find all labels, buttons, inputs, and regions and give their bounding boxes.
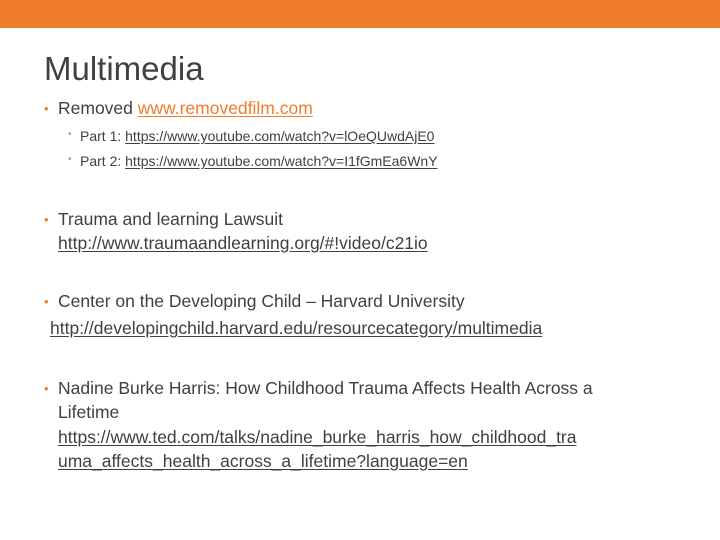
sub-bullet-marker: • [68,129,72,140]
traumaandlearning-link[interactable]: http://www.traumaandlearning.org/#!video/c21io [58,233,428,253]
removedfilm-link[interactable]: www.removedfilm.com [137,98,313,118]
slide-title: Multimedia [44,50,204,87]
bullet-text: Lifetime [58,402,120,422]
developingchild-link[interactable]: http://developingchild.harvard.edu/resourcecategory/multimedia [50,318,543,338]
bullet-marker: • [44,294,49,309]
bullet-nadine-line1 [58,378,593,399]
sub-bullet-text: Part 1: [80,128,126,144]
youtube-part1-link[interactable]: https://www.youtube.com/watch?v=lOeQUwdAjE0 [125,128,435,144]
bullet-marker: • [44,381,49,396]
bullet-text: Removed [58,98,138,118]
sub-bullet-part2 [80,152,438,170]
youtube-part2-link[interactable]: https://www.youtube.com/watch?v=I1fGmEa6WnY [125,153,438,169]
sub-bullet-text: Part 2: [80,153,126,169]
ted-talk-link-part1[interactable]: https://www.ted.com/talks/nadine_burke_harris_how_childhood_tra [58,427,577,447]
bullet-nadine-link-line2 [58,451,468,472]
bullet-text: Center on the Developing Child – Harvard University [58,291,465,311]
bullet-harvard [58,291,465,312]
bullet-marker: • [44,212,49,227]
bullet-nadine-link-line1 [58,427,577,448]
ted-talk-link-part2[interactable]: uma_affects_health_across_a_lifetime?language=en [58,451,468,471]
sub-bullet-marker: • [68,154,72,165]
bullet-nadine-line2 [58,402,119,423]
bullet-trauma-learning-link-line [58,233,428,254]
bullet-trauma-learning [58,209,283,230]
bullet-harvard-link-line [50,318,542,339]
bullet-marker: • [44,101,49,116]
bullet-text: Nadine Burke Harris: How Childhood Trauma Affects Health Across a [58,378,593,398]
bullet-removed [58,98,313,119]
bullet-text: Trauma and learning Lawsuit [58,209,284,229]
sub-bullet-part1 [80,127,434,145]
